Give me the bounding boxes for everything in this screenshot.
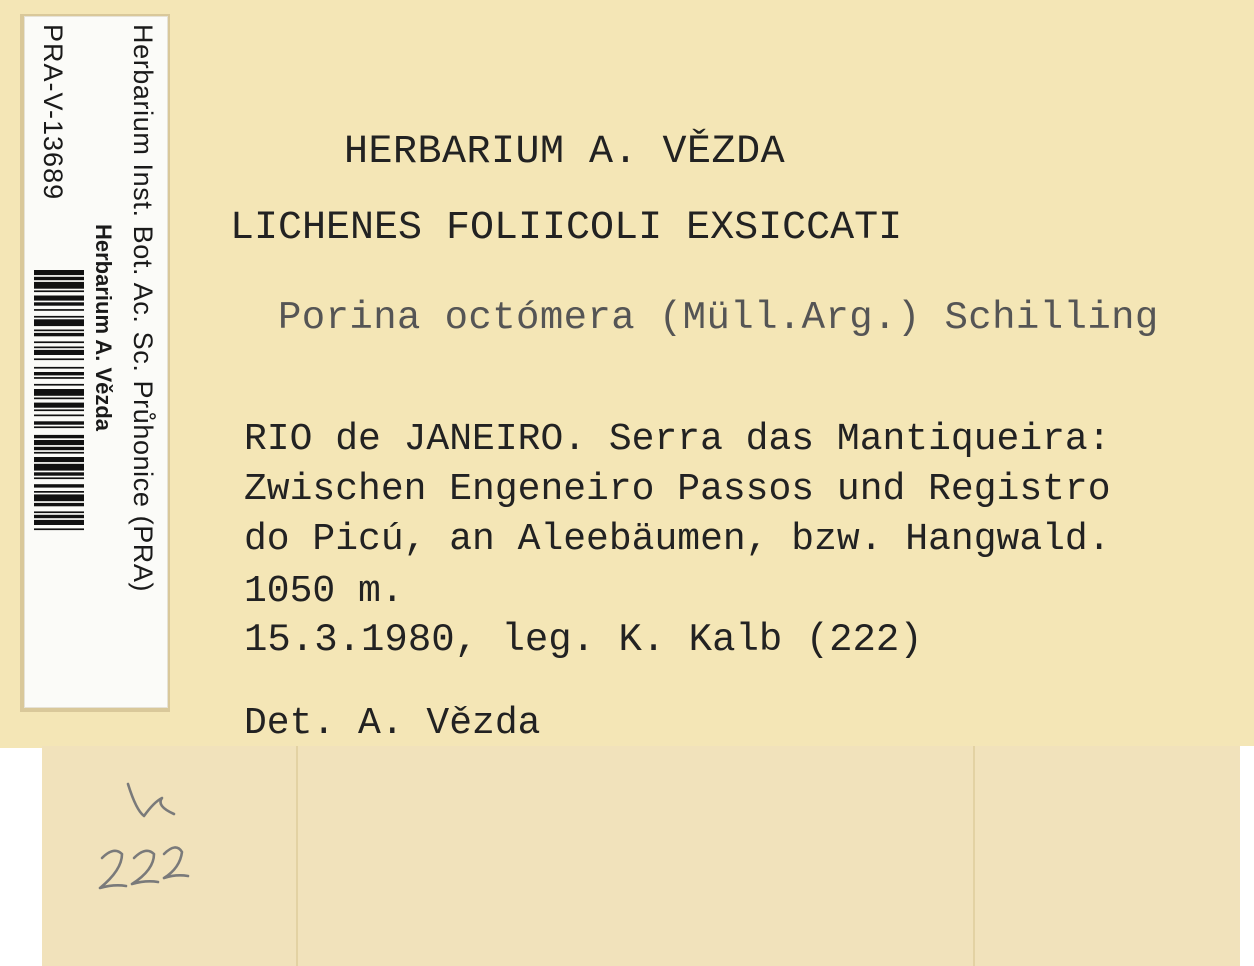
elevation-line: 1050 m. [244,570,404,613]
barcode-bar [34,435,84,438]
barcode-bar [34,316,84,318]
barcode-bar [34,350,84,355]
institution-text: Herbarium Inst. Bot. Ac. Sc. Průhonice (PRA) [128,24,158,593]
barcode-bar [34,491,84,493]
barcode-bar [34,282,84,289]
barcode-bar [34,367,84,369]
handwritten-annotation [92,780,202,920]
barcode-bar [34,290,84,292]
barcode-bar [34,377,84,379]
barcode-bar [34,503,84,506]
barcode-bar [34,372,84,375]
barcode-bar [34,528,84,530]
barcode-icon [34,270,84,690]
barcode-bar [34,302,84,305]
barcode-bar [34,398,84,400]
locality-line: do Picú, an Aleebäumen, bzw. Hangwald. [244,518,1111,561]
barcode-bar [34,409,84,411]
barcode-bar [34,484,84,487]
barcode-bar [34,403,84,408]
locality-line: RIO de JANEIRO. Serra das Mantiqueira: [244,418,1111,461]
herbarium-title: HERBARIUM A. VĚZDA [344,130,786,175]
barcode-bar [34,389,84,396]
sheet-edge [1240,746,1254,966]
series-title: LICHENES FOLIICOLI EXSICCATI [230,206,903,251]
barcode-bar [34,333,84,336]
barcode-bar [34,347,84,349]
barcode-bar [34,341,84,343]
sheet-fold-right [973,746,975,966]
barcode-bar [34,515,84,518]
collection-info: 15.3.1980, leg. K. Kalb (222) [244,618,923,662]
barcode-bar [34,319,84,326]
barcode-bar [34,440,84,445]
barcode-bar [34,330,84,332]
barcode-bar [34,384,84,386]
barcode-bar [34,277,84,280]
barcode-bar [34,309,84,311]
barcode-bar [34,472,84,475]
barcode-bar [34,447,84,450]
barcode-bar [34,477,84,479]
sheet-paper [42,746,1240,966]
barcode-bar [34,457,84,462]
species-name: Porina octómera (Müll.Arg.) Schilling [278,296,1159,340]
barcode-bar [34,494,84,501]
barcode-bar [34,511,84,513]
barcode-bar [34,464,84,471]
locality-line: Zwischen Engeneiro Passos und Registro [244,468,1111,511]
sheet-fold-left [296,746,298,966]
barcode-bar [34,358,84,360]
barcode-bar [34,296,84,301]
barcode-bar [34,520,84,525]
barcode-bar [34,421,84,424]
determiner-line: Det. A. Vězda [244,702,541,745]
specimen-id: PRA-V-13689 [38,24,68,201]
barcode-bar [34,426,84,428]
barcode-bar [34,270,84,275]
collection-text: Herbarium A. Vězda [91,224,116,432]
barcode-bar [34,452,84,454]
barcode-bar [34,415,84,417]
